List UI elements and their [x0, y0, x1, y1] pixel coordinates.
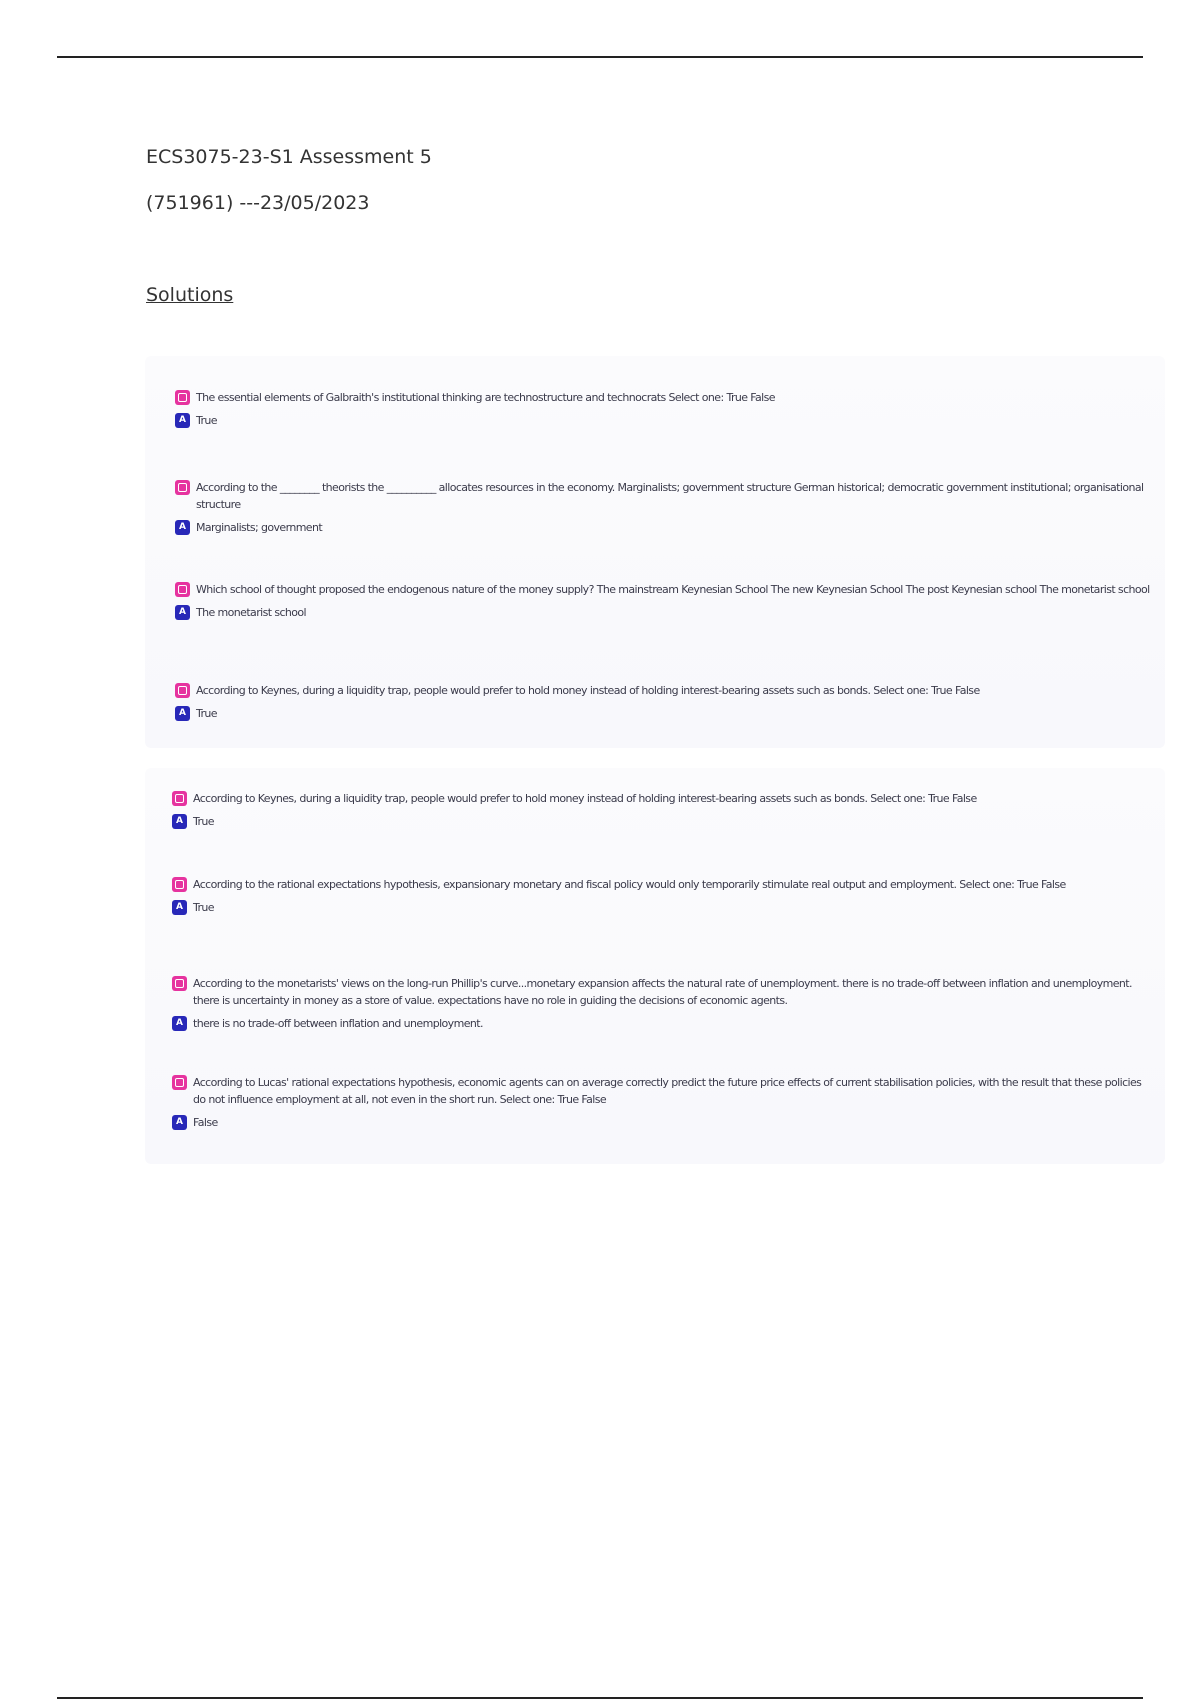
- qa-item: [175, 479, 1151, 536]
- answer-icon: A: [175, 605, 190, 620]
- qa-item: [172, 1074, 1151, 1131]
- footer-rule: [57, 1697, 1143, 1699]
- question-icon: [172, 1075, 187, 1090]
- answer-icon: A: [172, 1115, 187, 1130]
- answer-line: [175, 519, 1151, 536]
- answer-line: [175, 604, 1151, 621]
- answer-text: True: [193, 815, 214, 828]
- answer-line: [172, 1114, 1151, 1131]
- question-icon: [175, 480, 190, 495]
- qa-item: [175, 581, 1151, 621]
- question-text: According to the monetarists' views on the long-run Phillip's curve...monetary expansion affects the natural rate of unemployment. there is no trade-off between inflation and unemployment. there is uncertainty in money as a store of value. expectations have no role in guiding the decisions of economic agents.: [193, 977, 1132, 1007]
- answer-text: True: [196, 707, 217, 720]
- qa-block: [145, 768, 1165, 1164]
- question-icon: [172, 877, 187, 892]
- answer-icon: A: [175, 706, 190, 721]
- question-text: Which school of thought proposed the endogenous nature of the money supply? The mainstream Keynesian School The new Keynesian School The post Keynesian school The monetarist school: [196, 583, 1150, 596]
- question-text: According to Keynes, during a liquidity trap, people would prefer to hold money instead of holding interest-bearing assets such as bonds. Select one: True False: [196, 684, 980, 697]
- answer-line: [172, 899, 1151, 916]
- question-icon: [172, 791, 187, 806]
- question-icon: [175, 582, 190, 597]
- answer-icon: A: [175, 413, 190, 428]
- qa-block: [145, 356, 1165, 748]
- answer-line: [175, 705, 1151, 722]
- solutions-heading: Solutions: [146, 284, 234, 306]
- question-line: [172, 876, 1151, 893]
- question-line: [175, 581, 1151, 598]
- qa-item: [175, 682, 1151, 722]
- question-text: According to Lucas' rational expectations hypothesis, economic agents can on average correctly predict the future price effects of current stabilisation policies, with the result that these policies do not influence employment at all, not even in the short run. Select one: True False: [193, 1076, 1142, 1106]
- answer-text: False: [193, 1116, 218, 1129]
- question-text: The essential elements of Galbraith's institutional thinking are technostructure and technocrats Select one: True False: [196, 391, 775, 404]
- question-text: According to Keynes, during a liquidity trap, people would prefer to hold money instead of holding interest-bearing assets such as bonds. Select one: True False: [193, 792, 977, 805]
- answer-text: Marginalists; government: [196, 521, 323, 534]
- question-icon: [172, 976, 187, 991]
- qa-item: [172, 975, 1151, 1032]
- answer-line: [172, 1015, 1151, 1032]
- document-title: ECS3075-23-S1 Assessment 5: [146, 146, 432, 168]
- question-line: [172, 790, 1151, 807]
- qa-item: [175, 389, 1151, 429]
- question-line: [172, 975, 1151, 1009]
- answer-line: [172, 813, 1151, 830]
- question-text: According to the ________ theorists the __________ allocates resources in the economy. Marginalists; government structure German historical; democratic government institutional; organisational structure: [196, 481, 1144, 511]
- question-line: [172, 1074, 1151, 1108]
- answer-text: there is no trade-off between inflation and unemployment.: [193, 1017, 483, 1030]
- document-subtitle: (751961) ---23/05/2023: [146, 192, 370, 214]
- question-icon: [175, 683, 190, 698]
- answer-icon: A: [175, 520, 190, 535]
- question-text: According to the rational expectations hypothesis, expansionary monetary and fiscal policy would only temporarily stimulate real output and employment. Select one: True False: [193, 878, 1066, 891]
- answer-icon: A: [172, 900, 187, 915]
- question-icon: [175, 390, 190, 405]
- answer-text: True: [196, 414, 217, 427]
- answer-text: True: [193, 901, 214, 914]
- answer-text: The monetarist school: [196, 606, 306, 619]
- answer-icon: A: [172, 1016, 187, 1031]
- question-line: [175, 682, 1151, 699]
- qa-item: [172, 876, 1151, 916]
- question-line: [175, 389, 1151, 406]
- qa-item: [172, 790, 1151, 830]
- answer-icon: A: [172, 814, 187, 829]
- question-line: [175, 479, 1151, 513]
- answer-line: [175, 412, 1151, 429]
- header-rule: [57, 56, 1143, 58]
